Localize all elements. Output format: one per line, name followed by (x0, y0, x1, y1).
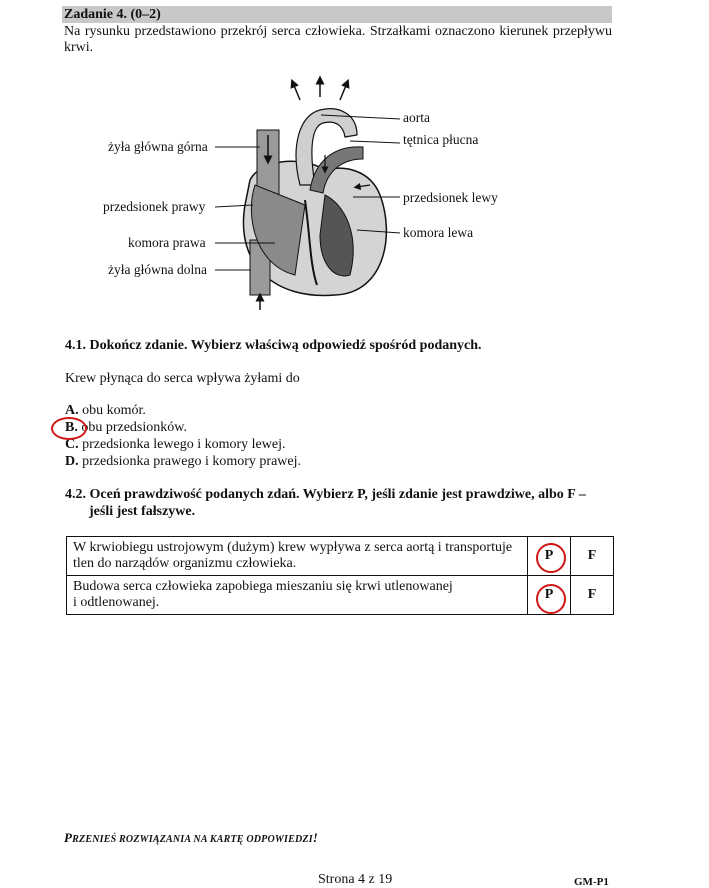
table-row (67, 537, 614, 576)
q1-option-d[interactable] (65, 454, 301, 470)
label-superior-vena-cava: żyła główna górna (108, 139, 208, 154)
q1-option-c[interactable] (65, 437, 285, 453)
q1-option-a[interactable] (65, 403, 146, 419)
label-aorta: aorta (403, 110, 430, 125)
option-text: obu przedsionków. (81, 420, 187, 435)
label-left-ventricle: komora lewa (403, 225, 474, 240)
task-intro: Na rysunku przedstawiono przekrój serca człowieka. Strzałkami oznaczono kierunek przepływu krwi. (64, 24, 612, 55)
label-right-ventricle: komora prawa (128, 235, 206, 250)
label-pulmonary-artery: tętnica płucna (403, 132, 479, 147)
q1-stem: Krew płynąca do serca wpływa żyłami do (65, 371, 300, 386)
selected-p-circle-row2 (536, 584, 566, 614)
statement-line: W krwiobiegu ustrojowym (dużym) krew wypływa z serca aortą i transportuje (73, 540, 513, 555)
statement-line: Budowa serca człowieka zapobiega mieszaniu się krwi utlenowanej (73, 579, 453, 594)
statement-line: tlen do narządów organizmu człowieka. (73, 556, 297, 571)
option-letter: D. (65, 454, 79, 469)
statement-line: i odtlenowanej. (73, 595, 160, 610)
transfer-note: PRZENIEŚ ROZWIĄZANIA NA KARTĘ ODPOWIEDZI! (64, 830, 319, 845)
exam-code: GM-P1 (574, 876, 609, 888)
table-row (67, 576, 614, 615)
statement-cell (67, 576, 528, 615)
selected-answer-circle (51, 417, 87, 440)
false-option[interactable]: F (571, 537, 614, 576)
option-letter: B. (65, 420, 78, 435)
true-option[interactable]: P (528, 576, 571, 615)
label-right-atrium: przedsionek prawy (103, 199, 206, 214)
q1-title: 4.1. Dokończ zdanie. Wybierz właściwą odpowiedź spośród podanych. (65, 338, 482, 353)
option-letter: C. (65, 437, 79, 452)
label-inferior-vena-cava: żyła główna dolna (108, 262, 207, 277)
page-number: Strona 4 z 19 (318, 872, 393, 887)
task-header: Zadanie 4. (0–2) (62, 6, 612, 23)
statement-cell (67, 537, 528, 576)
option-text: obu komór. (82, 403, 146, 418)
q2-title-line1: 4.2. Oceń prawdziwość podanych zdań. Wybierz P, jeśli zdanie jest prawdziwe, albo F – (65, 487, 586, 502)
true-option[interactable]: P (528, 537, 571, 576)
q2-title-line2: jeśli jest fałszywe. (89, 504, 196, 519)
selected-p-circle-row1 (536, 543, 566, 573)
false-option[interactable]: F (571, 576, 614, 615)
option-letter: A. (65, 403, 79, 418)
true-false-table (66, 536, 614, 615)
option-text: przedsionka prawego i komory prawej. (82, 454, 301, 469)
label-left-atrium: przedsionek lewy (403, 190, 498, 205)
option-text: przedsionka lewego i komory lewej. (82, 437, 286, 452)
